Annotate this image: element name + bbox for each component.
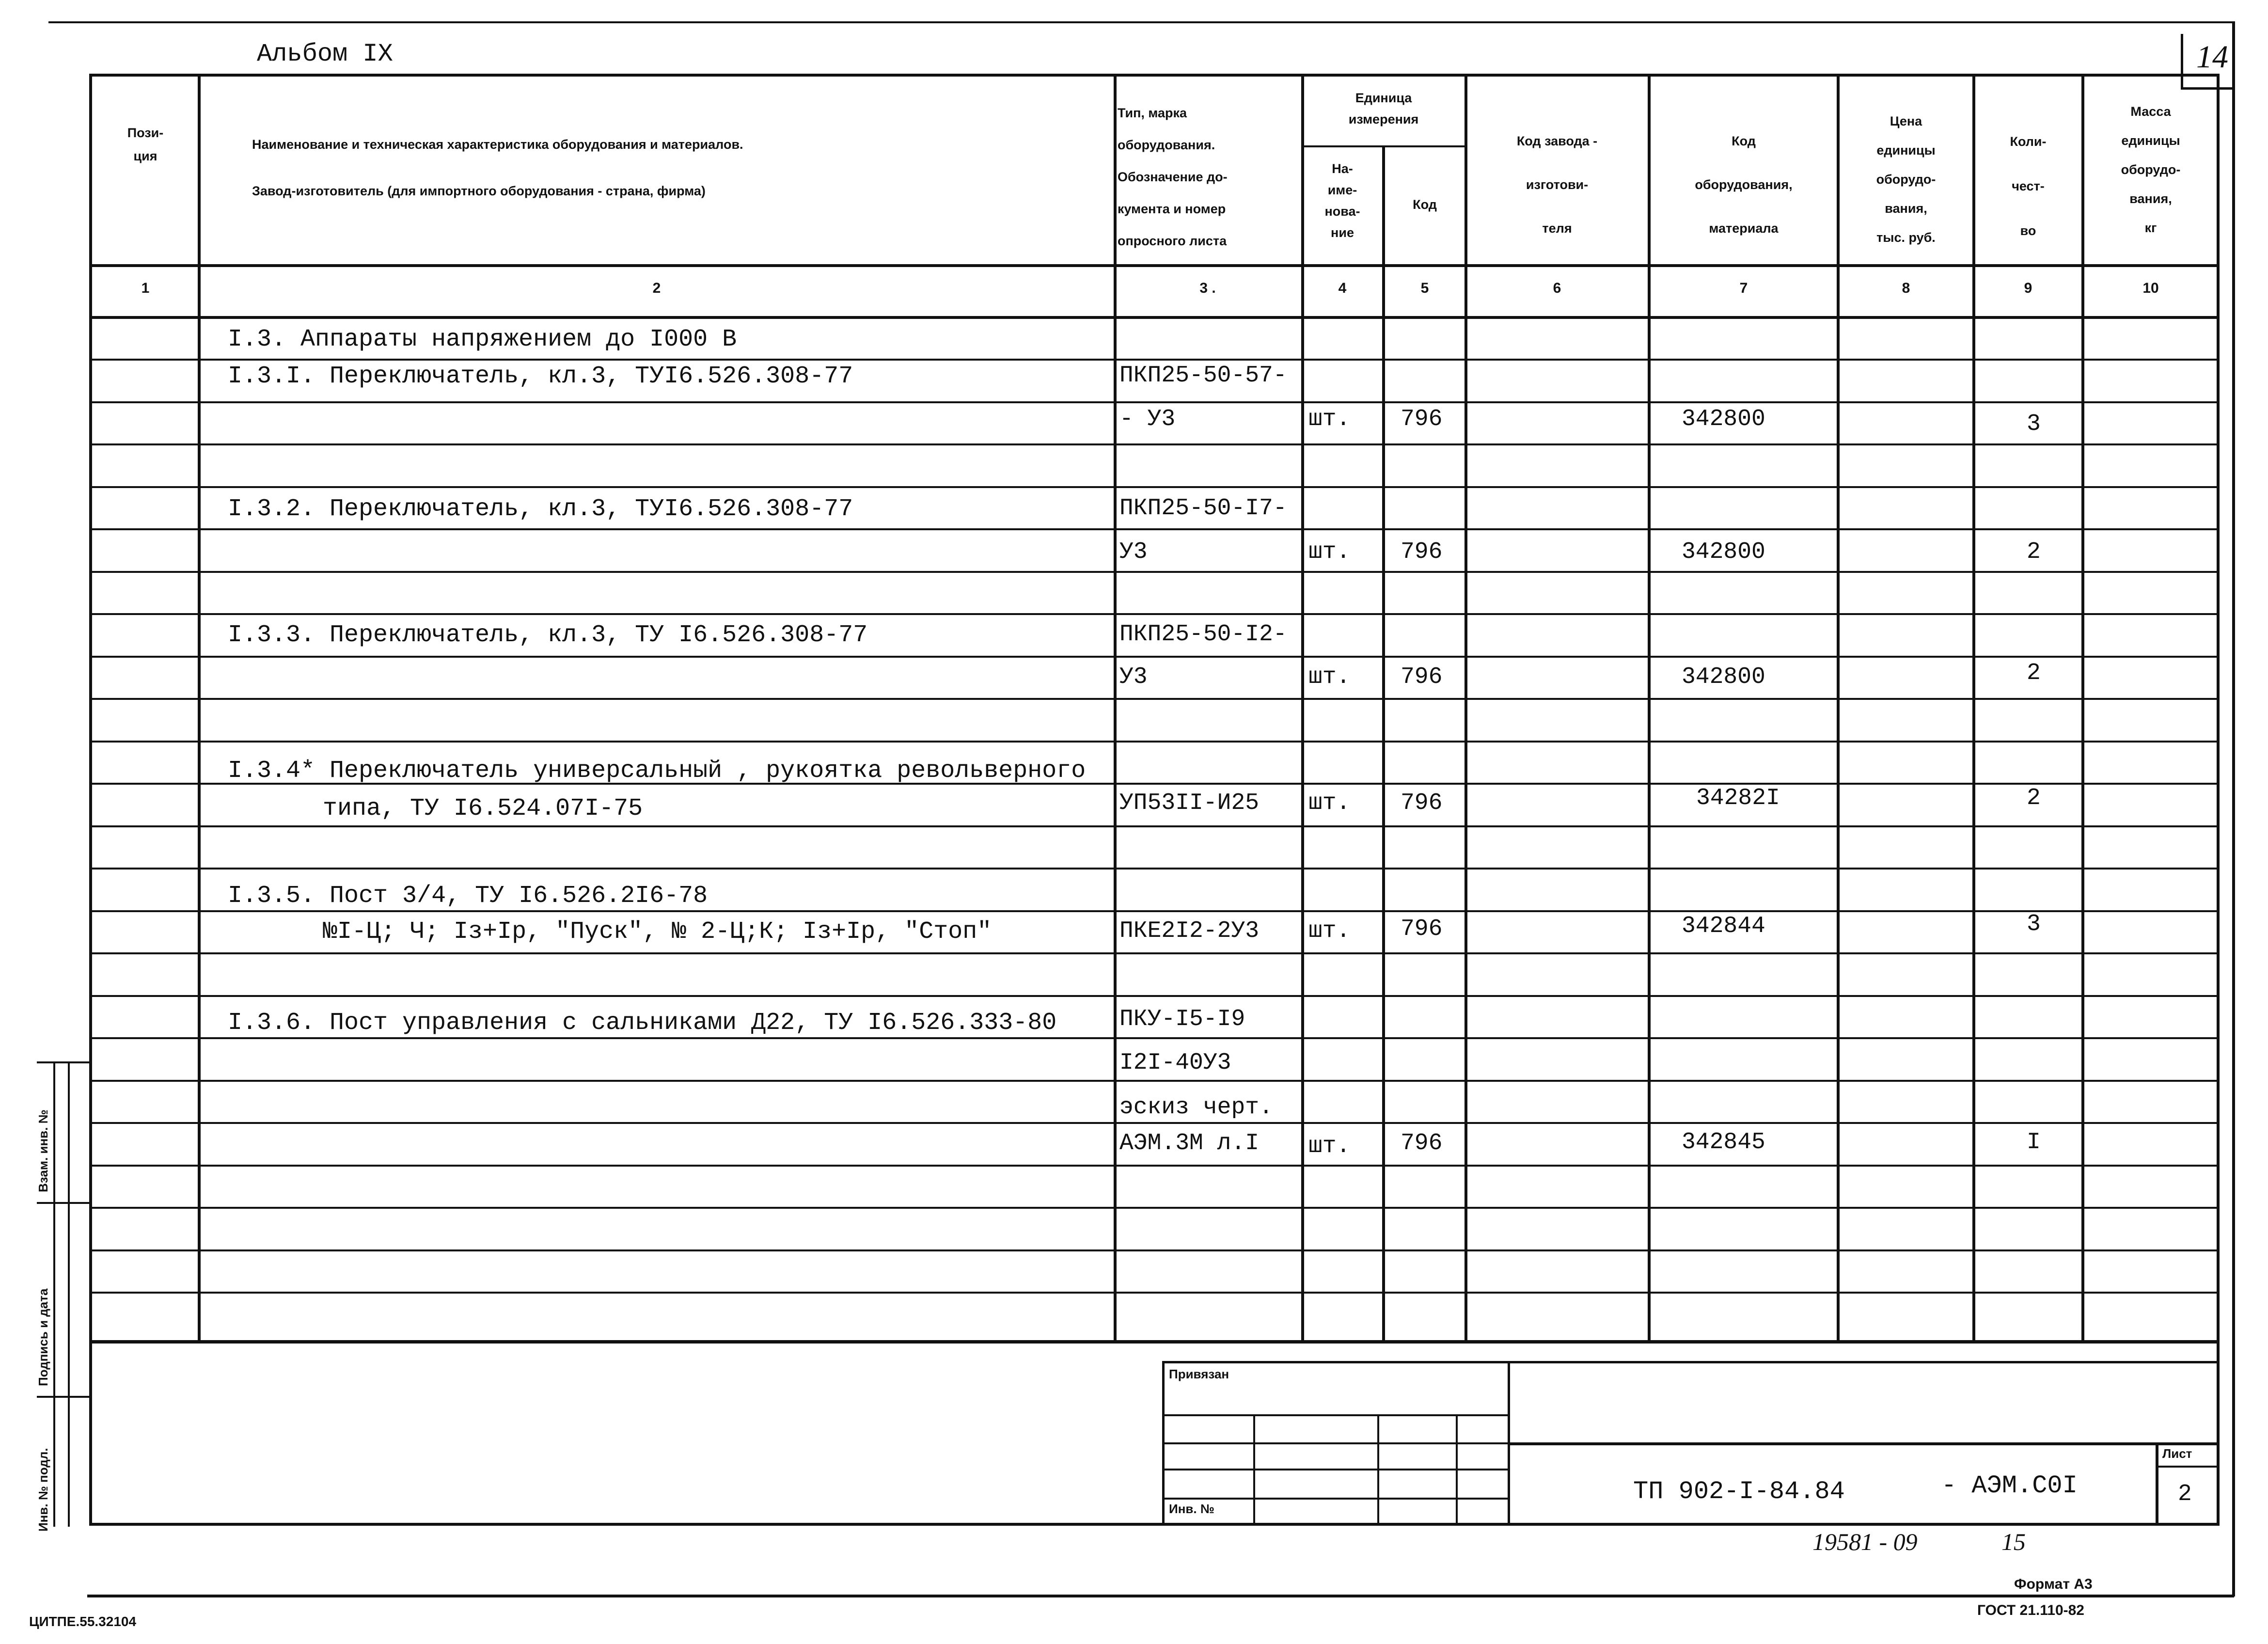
row-unit: шт. [1308, 406, 1351, 432]
row-line [89, 571, 2220, 573]
side-stamp-sep [37, 1396, 90, 1398]
title-left-edge [89, 1344, 92, 1526]
row-type: - У3 [1119, 406, 1176, 432]
row-line [89, 995, 2220, 997]
bound-col [1253, 1414, 1255, 1526]
row-code: 796 [1401, 539, 1443, 565]
row-line [89, 1292, 2220, 1294]
side-stamp-line [53, 1061, 55, 1527]
side-stamp-sign: Подпись и дата [36, 1288, 50, 1386]
row-line [89, 443, 2220, 445]
row-type: эскиз черт. [1119, 1094, 1273, 1121]
side-stamp-inv: Инв. № подл. [36, 1448, 50, 1532]
colnum-9: 9 [2024, 280, 2032, 296]
col4-header: На- име- нова- ние [1324, 161, 1360, 240]
row-line [89, 952, 2220, 954]
row-type: УП53II-И25 [1119, 790, 1260, 816]
bound-row [1162, 1469, 1510, 1470]
row-unit: шт. [1308, 790, 1351, 816]
header-bottom-line [89, 264, 2220, 267]
row-name: I.3.3. Переключатель, кл.3, ТУ I6.526.308-77 [228, 621, 868, 649]
row-code: 796 [1401, 916, 1443, 942]
unit-group-header: Единица измерения [1348, 91, 1419, 126]
title-right-edge [2217, 1344, 2220, 1526]
row-line [89, 359, 2220, 361]
row-line [89, 698, 2220, 700]
row-code7: 342800 [1682, 664, 1765, 690]
row-code7: 342844 [1682, 913, 1765, 939]
row-qty: 2 [2027, 785, 2041, 811]
title-main-top [1510, 1442, 2220, 1445]
row-line [89, 1249, 2220, 1251]
colnum-5: 5 [1420, 280, 1429, 296]
col-sep-5 [1465, 74, 1467, 1344]
colnum-7: 7 [1739, 280, 1748, 296]
handwritten-number: 19581 - 09 [1812, 1528, 1918, 1555]
row-code: 796 [1401, 406, 1443, 432]
row-qty: I [2027, 1129, 2041, 1155]
row-unit: шт. [1308, 664, 1351, 690]
bound-row [1162, 1414, 1510, 1416]
row-type: АЭМ.3М л.I [1119, 1130, 1260, 1156]
row-line [89, 401, 2220, 403]
format-label: Формат А3 [2014, 1576, 2093, 1592]
album-title: Альбом IX [257, 40, 393, 68]
col-sep-1 [198, 74, 201, 1344]
bottom-border-line [87, 1595, 2234, 1597]
row-type: ПКЕ2I2-2У3 [1119, 918, 1260, 944]
print-label: ЦИТПЕ.55.32104 [29, 1614, 137, 1629]
colnum-6: 6 [1553, 280, 1561, 296]
sheet-number: 2 [2178, 1481, 2192, 1507]
doc-suffix: - АЭМ.С0I [1941, 1471, 2078, 1500]
row-name: I.3. Аппараты напряжением до I000 В [228, 326, 737, 353]
col-sep-7 [1837, 74, 1840, 1344]
unit-header-split [1301, 145, 1465, 147]
row-line [89, 825, 2220, 827]
row-line [89, 910, 2220, 912]
col-sep-2 [1114, 74, 1117, 1344]
bound-col [1377, 1414, 1379, 1526]
row-unit: шт. [1308, 539, 1351, 565]
row-type: У3 [1119, 539, 1148, 565]
col-sep-4 [1382, 145, 1385, 1344]
doc-code: ТП 902-I-84.84 [1633, 1477, 1845, 1506]
row-name: I.3.I. Переключатель, кл.3, ТУI6.526.308-77 [228, 363, 853, 390]
col1-header: Пози- ция [127, 126, 164, 163]
row-name: №I-Ц; Ч; Iз+Iр, "Пуск", № 2-Ц;К; Iз+Iр, "Стоп" [323, 918, 992, 946]
gost-label: ГОСТ 21.110-82 [1977, 1602, 2084, 1618]
row-line [89, 1080, 2220, 1082]
row-qty: 2 [2027, 539, 2041, 565]
bound-row [1162, 1442, 1510, 1444]
row-type: I2I-40У3 [1119, 1050, 1231, 1076]
row-code7: 342800 [1682, 539, 1765, 565]
row-line [89, 868, 2220, 869]
row-type: ПКП25-50-57- [1119, 363, 1287, 389]
row-line [89, 1122, 2220, 1124]
col6-header: Код завода - изготови- теля [1516, 134, 1598, 236]
row-code: 796 [1401, 664, 1443, 690]
colnum-1: 1 [141, 280, 150, 296]
col8-header: Цена единицы оборудо- вания, тыс. руб. [1876, 114, 1936, 245]
bound-row [1162, 1498, 1510, 1500]
row-line [89, 1165, 2220, 1167]
col5-header: Код [1413, 197, 1437, 212]
row-line [89, 741, 2220, 743]
row-unit: шт. [1308, 918, 1351, 944]
col-sep-3 [1301, 74, 1304, 1344]
col2-header: Наименование и техническая характеристика оборудования и материалов. Завод-изготовитель (для импортного оборудования - страна, фирма) [252, 137, 743, 198]
row-qty: 2 [2027, 660, 2041, 686]
title-block-bottom [89, 1523, 2220, 1526]
row-code7: 342845 [1682, 1129, 1765, 1155]
row-qty: 3 [2027, 911, 2041, 937]
bound-label: Привязан [1169, 1367, 1229, 1381]
sheet-corner-number: 14 [2196, 39, 2228, 75]
col10-header: Масса единицы оборудо- вания, кг [2121, 104, 2181, 235]
right-border-line [2232, 21, 2235, 1597]
sheet-label-sep [2156, 1466, 2220, 1468]
row-qty: 3 [2027, 411, 2041, 437]
colnum-3: 3 . [1199, 280, 1216, 296]
row-line [89, 656, 2220, 658]
row-line [89, 486, 2220, 488]
col-sep-9 [2081, 74, 2084, 1344]
row-code7: 342800 [1682, 406, 1765, 432]
row-name: I.3.6. Пост управления с сальниками Д22, ТУ I6.526.333-80 [228, 1009, 1057, 1037]
row-type: У3 [1119, 664, 1148, 690]
inv-label: Инв. № [1169, 1502, 1214, 1516]
sheet-col-sep [2156, 1442, 2158, 1526]
row-code7: 34282I [1696, 785, 1780, 811]
side-stamp-sep [37, 1202, 90, 1204]
colnum-10: 10 [2142, 280, 2159, 296]
col-sep-8 [1972, 74, 1975, 1344]
col9-header: Коли- чест- во [2010, 134, 2047, 238]
row-type: ПКП25-50-I7- [1119, 495, 1287, 522]
row-line [89, 1207, 2220, 1209]
row-line [89, 1037, 2220, 1039]
row-unit: шт. [1308, 1133, 1351, 1159]
row-name: I.3.5. Пост 3/4, ТУ I6.526.2I6-78 [228, 882, 708, 910]
side-stamp-sep [37, 1061, 90, 1063]
col3-header: Тип, марка оборудования. Обозначение до- кумента и номер опросного листа [1118, 106, 1228, 248]
col-sep-6 [1648, 74, 1651, 1344]
row-name: I.3.2. Переключатель, кл.3, ТУI6.526.308-77 [228, 495, 853, 523]
table-body-bottom [89, 1340, 2220, 1343]
handwritten-number-2: 15 [2001, 1528, 2026, 1555]
bound-col [1456, 1414, 1458, 1526]
row-code: 796 [1401, 1130, 1443, 1156]
row-code: 796 [1401, 790, 1443, 816]
row-type: ПКУ-I5-I9 [1119, 1006, 1245, 1032]
colnum-8: 8 [1902, 280, 1910, 296]
colnum-4: 4 [1338, 280, 1347, 296]
row-line [89, 528, 2220, 530]
side-stamp-replace: Взам. инв. № [36, 1109, 50, 1192]
sheet-label: Лист [2162, 1446, 2192, 1461]
row-type: ПКП25-50-I2- [1119, 621, 1287, 648]
colnum-bottom-line [89, 316, 2220, 319]
row-line [89, 613, 2220, 615]
colnum-2: 2 [652, 280, 661, 296]
row-name: типа, ТУ I6.524.07I-75 [323, 795, 643, 822]
col7-header: Код оборудования, материала [1695, 134, 1793, 236]
side-stamp-line [68, 1061, 70, 1527]
row-name: I.3.4* Переключатель универсальный , рукоятка револьверного [228, 757, 1086, 785]
top-border-line [48, 21, 2234, 23]
